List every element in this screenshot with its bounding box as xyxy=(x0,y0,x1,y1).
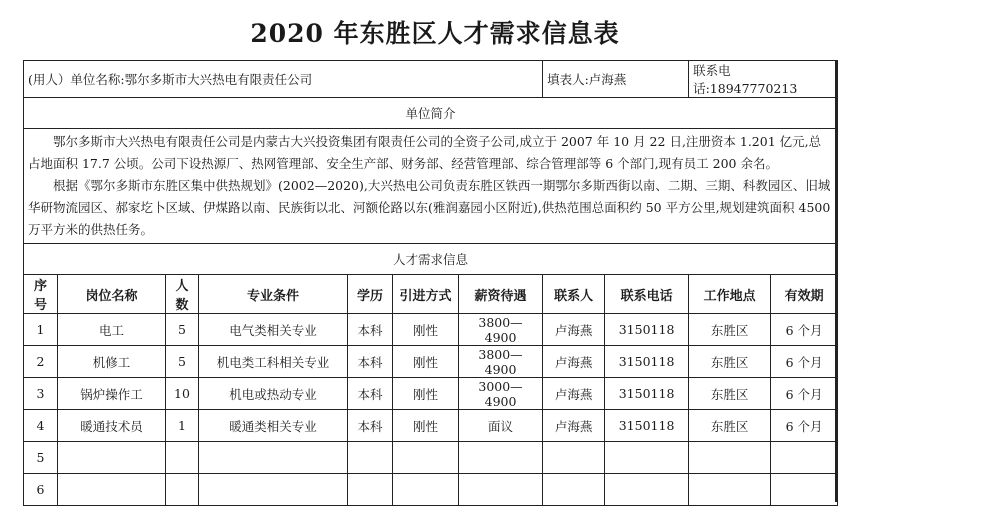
cell-salary xyxy=(459,474,543,506)
cell-position xyxy=(58,442,166,474)
cell-salary: 3800—4900 xyxy=(459,346,543,378)
table-row xyxy=(24,378,838,410)
cell-validity xyxy=(771,442,838,474)
cell-count: 5 xyxy=(166,346,199,378)
cell-method: 刚性 xyxy=(393,410,459,442)
filler-cell: 填表人:卢海燕 xyxy=(543,61,689,98)
cell-index: 3 xyxy=(24,378,58,410)
cell-validity: 6 个月 xyxy=(771,378,838,410)
cell-education xyxy=(348,474,393,506)
cell-index: 4 xyxy=(24,410,58,442)
col-header-count: 人数 xyxy=(166,275,199,314)
cell-count: 1 xyxy=(166,410,199,442)
cell-contact: 卢海燕 xyxy=(543,410,605,442)
cell-major: 暖通类相关专业 xyxy=(199,410,348,442)
cell-position: 机修工 xyxy=(58,346,166,378)
column-header-row xyxy=(24,275,838,314)
cell-education: 本科 xyxy=(348,314,393,346)
table-row xyxy=(24,442,838,474)
unit-name-cell: (用人）单位名称:鄂尔多斯市大兴热电有限责任公司 xyxy=(24,61,543,98)
cell-index: 1 xyxy=(24,314,58,346)
cell-salary: 3800—4900 xyxy=(459,314,543,346)
cell-contact: 卢海燕 xyxy=(543,378,605,410)
cell-location xyxy=(689,474,771,506)
table-row xyxy=(24,474,838,506)
cell-method: 刚性 xyxy=(393,346,459,378)
cell-index: 5 xyxy=(24,442,58,474)
cell-phone: 3150118 xyxy=(605,346,689,378)
intro-text-cell xyxy=(24,129,838,244)
cell-education: 本科 xyxy=(348,378,393,410)
cell-contact xyxy=(543,442,605,474)
cell-position: 电工 xyxy=(58,314,166,346)
col-header-method: 引进方式 xyxy=(393,275,459,314)
cell-location: 东胜区 xyxy=(689,346,771,378)
cell-position: 锅炉操作工 xyxy=(58,378,166,410)
cell-validity: 6 个月 xyxy=(771,314,838,346)
cell-validity xyxy=(771,474,838,506)
intro-paragraph-1: 鄂尔多斯市大兴热电有限责任公司是内蒙古大兴投资集团有限责任公司的全资子公司,成立于 2007 年 10 月 22 日,注册资本 1.201 亿元,总占地面积 17.7 公顷。公司下设热源厂、热网管理部、安全生产部、财务部、经营管理部、综合管理部等 6 个部门,现有员工 200 余名。 xyxy=(28,134,822,171)
cell-position xyxy=(58,474,166,506)
cell-phone: 3150118 xyxy=(605,378,689,410)
cell-contact: 卢海燕 xyxy=(543,314,605,346)
contact-phone-cell: 联系电话:18947770213 xyxy=(689,61,838,98)
col-header-education: 学历 xyxy=(348,275,393,314)
cell-contact xyxy=(543,474,605,506)
cell-salary: 面议 xyxy=(459,410,543,442)
table-outer-border xyxy=(835,60,837,502)
intro-paragraph-2: 根据《鄂尔多斯市东胜区集中供热规划》(2002—2020),大兴热电公司负责东胜区铁西一期鄂尔多斯西街以南、二期、三期、科教园区、旧城华研物流园区、郝家圪卜区域、伊煤路以南、民族街以北、河额伦路以东(雅润嘉园小区附近),供热范围总面积约 50 平方公里,规划建筑面积 4500 万平方米的供热任务。 xyxy=(28,178,831,237)
cell-count xyxy=(166,442,199,474)
col-header-position: 岗位名称 xyxy=(58,275,166,314)
cell-count xyxy=(166,474,199,506)
col-header-phone: 联系电话 xyxy=(605,275,689,314)
col-header-contact: 联系人 xyxy=(543,275,605,314)
cell-count: 5 xyxy=(166,314,199,346)
cell-method: 刚性 xyxy=(393,378,459,410)
cell-index: 2 xyxy=(24,346,58,378)
col-header-location: 工作地点 xyxy=(689,275,771,314)
cell-salary: 3000—4900 xyxy=(459,378,543,410)
cell-method xyxy=(393,474,459,506)
table-row xyxy=(24,314,838,346)
cell-education xyxy=(348,442,393,474)
cell-major: 机电或热动专业 xyxy=(199,378,348,410)
cell-major xyxy=(199,442,348,474)
cell-method xyxy=(393,442,459,474)
cell-education: 本科 xyxy=(348,410,393,442)
cell-phone xyxy=(605,442,689,474)
col-header-salary: 薪资待遇 xyxy=(459,275,543,314)
col-header-validity: 有效期 xyxy=(771,275,838,314)
cell-method: 刚性 xyxy=(393,314,459,346)
cell-validity: 6 个月 xyxy=(771,346,838,378)
cell-location xyxy=(689,442,771,474)
talent-demand-table xyxy=(23,60,838,506)
table-row xyxy=(24,410,838,442)
cell-education: 本科 xyxy=(348,346,393,378)
cell-phone xyxy=(605,474,689,506)
col-header-major: 专业条件 xyxy=(199,275,348,314)
cell-major xyxy=(199,474,348,506)
cell-location: 东胜区 xyxy=(689,314,771,346)
cell-location: 东胜区 xyxy=(689,410,771,442)
cell-phone: 3150118 xyxy=(605,314,689,346)
intro-row xyxy=(24,129,838,244)
cell-count: 10 xyxy=(166,378,199,410)
talent-section-title: 人才需求信息 xyxy=(24,244,838,275)
cell-major: 机电类工科相关专业 xyxy=(199,346,348,378)
col-header-index: 序号 xyxy=(24,275,58,314)
intro-section-title: 单位简介 xyxy=(24,98,838,129)
cell-phone: 3150118 xyxy=(605,410,689,442)
intro-section-row xyxy=(24,98,838,129)
cell-contact: 卢海燕 xyxy=(543,346,605,378)
table-row xyxy=(24,346,838,378)
cell-index: 6 xyxy=(24,474,58,506)
cell-position: 暖通技术员 xyxy=(58,410,166,442)
talent-section-row xyxy=(24,244,838,275)
cell-major: 电气类相关专业 xyxy=(199,314,348,346)
page-title: 2020 年东胜区人才需求信息表 xyxy=(250,19,620,48)
cell-location: 东胜区 xyxy=(689,378,771,410)
cell-salary xyxy=(459,442,543,474)
header-row xyxy=(24,61,838,98)
cell-validity: 6 个月 xyxy=(771,410,838,442)
